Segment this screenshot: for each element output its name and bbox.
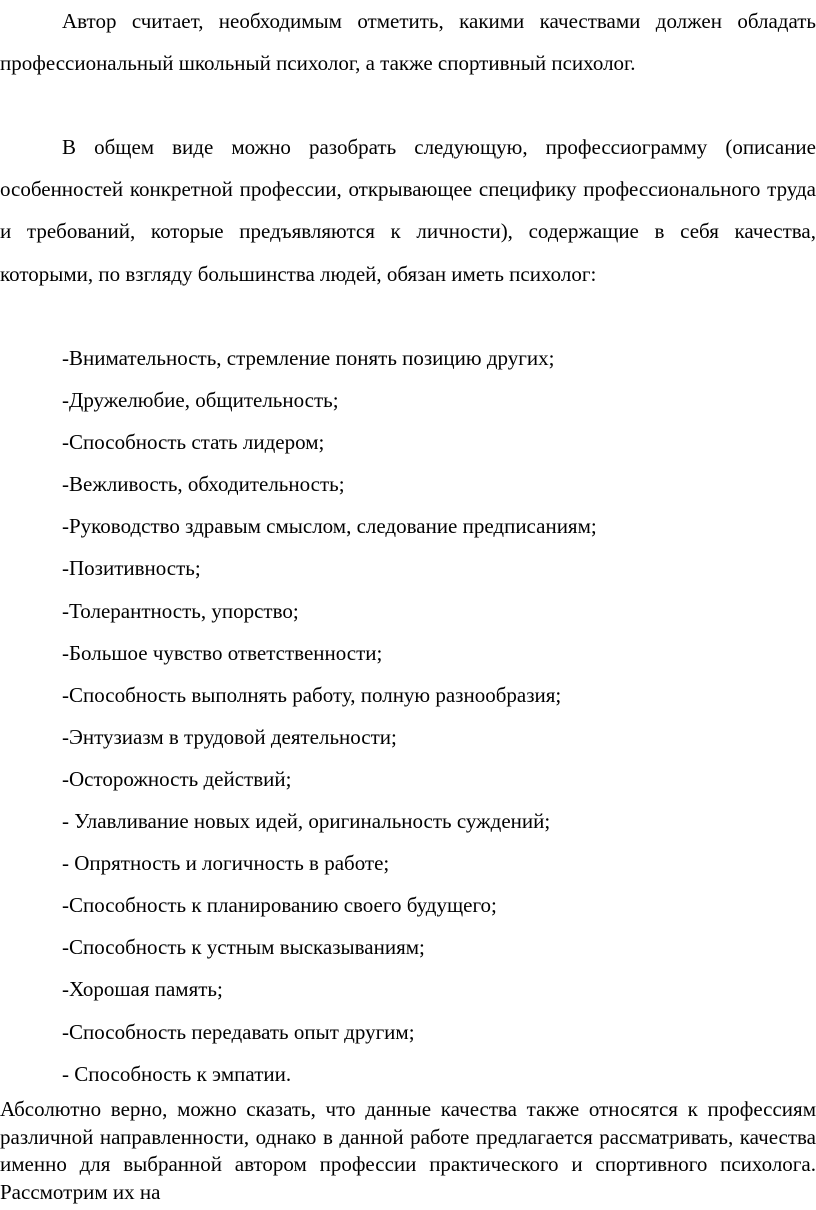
qualities-list bbox=[62, 337, 816, 1095]
list-item: - Способность к эмпатии. bbox=[62, 1061, 292, 1086]
list-item: -Руководство здравым смыслом, следование предписаниям; bbox=[62, 514, 597, 539]
list-item: -Позитивность; bbox=[62, 556, 201, 581]
list-item: - Опрятность и логичность в работе; bbox=[62, 851, 390, 876]
list-item: -Способность передавать опыт другим; bbox=[62, 1019, 415, 1044]
list-item: -Большое чувство ответственности; bbox=[62, 640, 383, 665]
list-item: - Улавливание новых идей, оригинальность суждений; bbox=[62, 809, 551, 834]
list-item: -Способность к устным высказываниям; bbox=[62, 935, 425, 960]
list-item: -Толерантность, упорство; bbox=[62, 598, 299, 623]
list-item: -Хорошая память; bbox=[62, 977, 223, 1002]
list-item: -Способность выполнять работу, полную разнообразия; bbox=[62, 682, 562, 707]
intro-paragraph: Автор считает, необходимым отметить, какими качествами должен обладать профессиональный школьный психолог, а также спортивный психолог. bbox=[0, 9, 816, 76]
list-item: -Способность к планированию своего будущего; bbox=[62, 893, 497, 918]
conclusion-paragraph: Абсолютно верно, можно сказать, что данные качества также относятся к профессиям различной направленности, однако в данной работе предлагается рассматривать, качества именно для выбранной автором профессии практического и спортивного психолога. Рассмотрим их на bbox=[0, 1097, 816, 1204]
professiogram-paragraph: В общем виде можно разобрать следующую, профессиограмму (описание особенностей конкретной профессии, открывающее специфику профессионального труда и требований, которые предъявляются к личности), содержащие в себя качества, которыми, по взгляду большинства людей, обязан иметь психолог: bbox=[0, 135, 816, 286]
list-item: -Вежливость, обходительность; bbox=[62, 472, 345, 497]
list-item: -Способность стать лидером; bbox=[62, 430, 325, 455]
list-item: -Энтузиазм в трудовой деятельности; bbox=[62, 724, 397, 749]
list-item: -Осторожность действий; bbox=[62, 766, 292, 791]
list-item: -Внимательность, стремление понять позицию других; bbox=[62, 346, 555, 370]
list-item: -Дружелюбие, общительность; bbox=[62, 388, 339, 413]
